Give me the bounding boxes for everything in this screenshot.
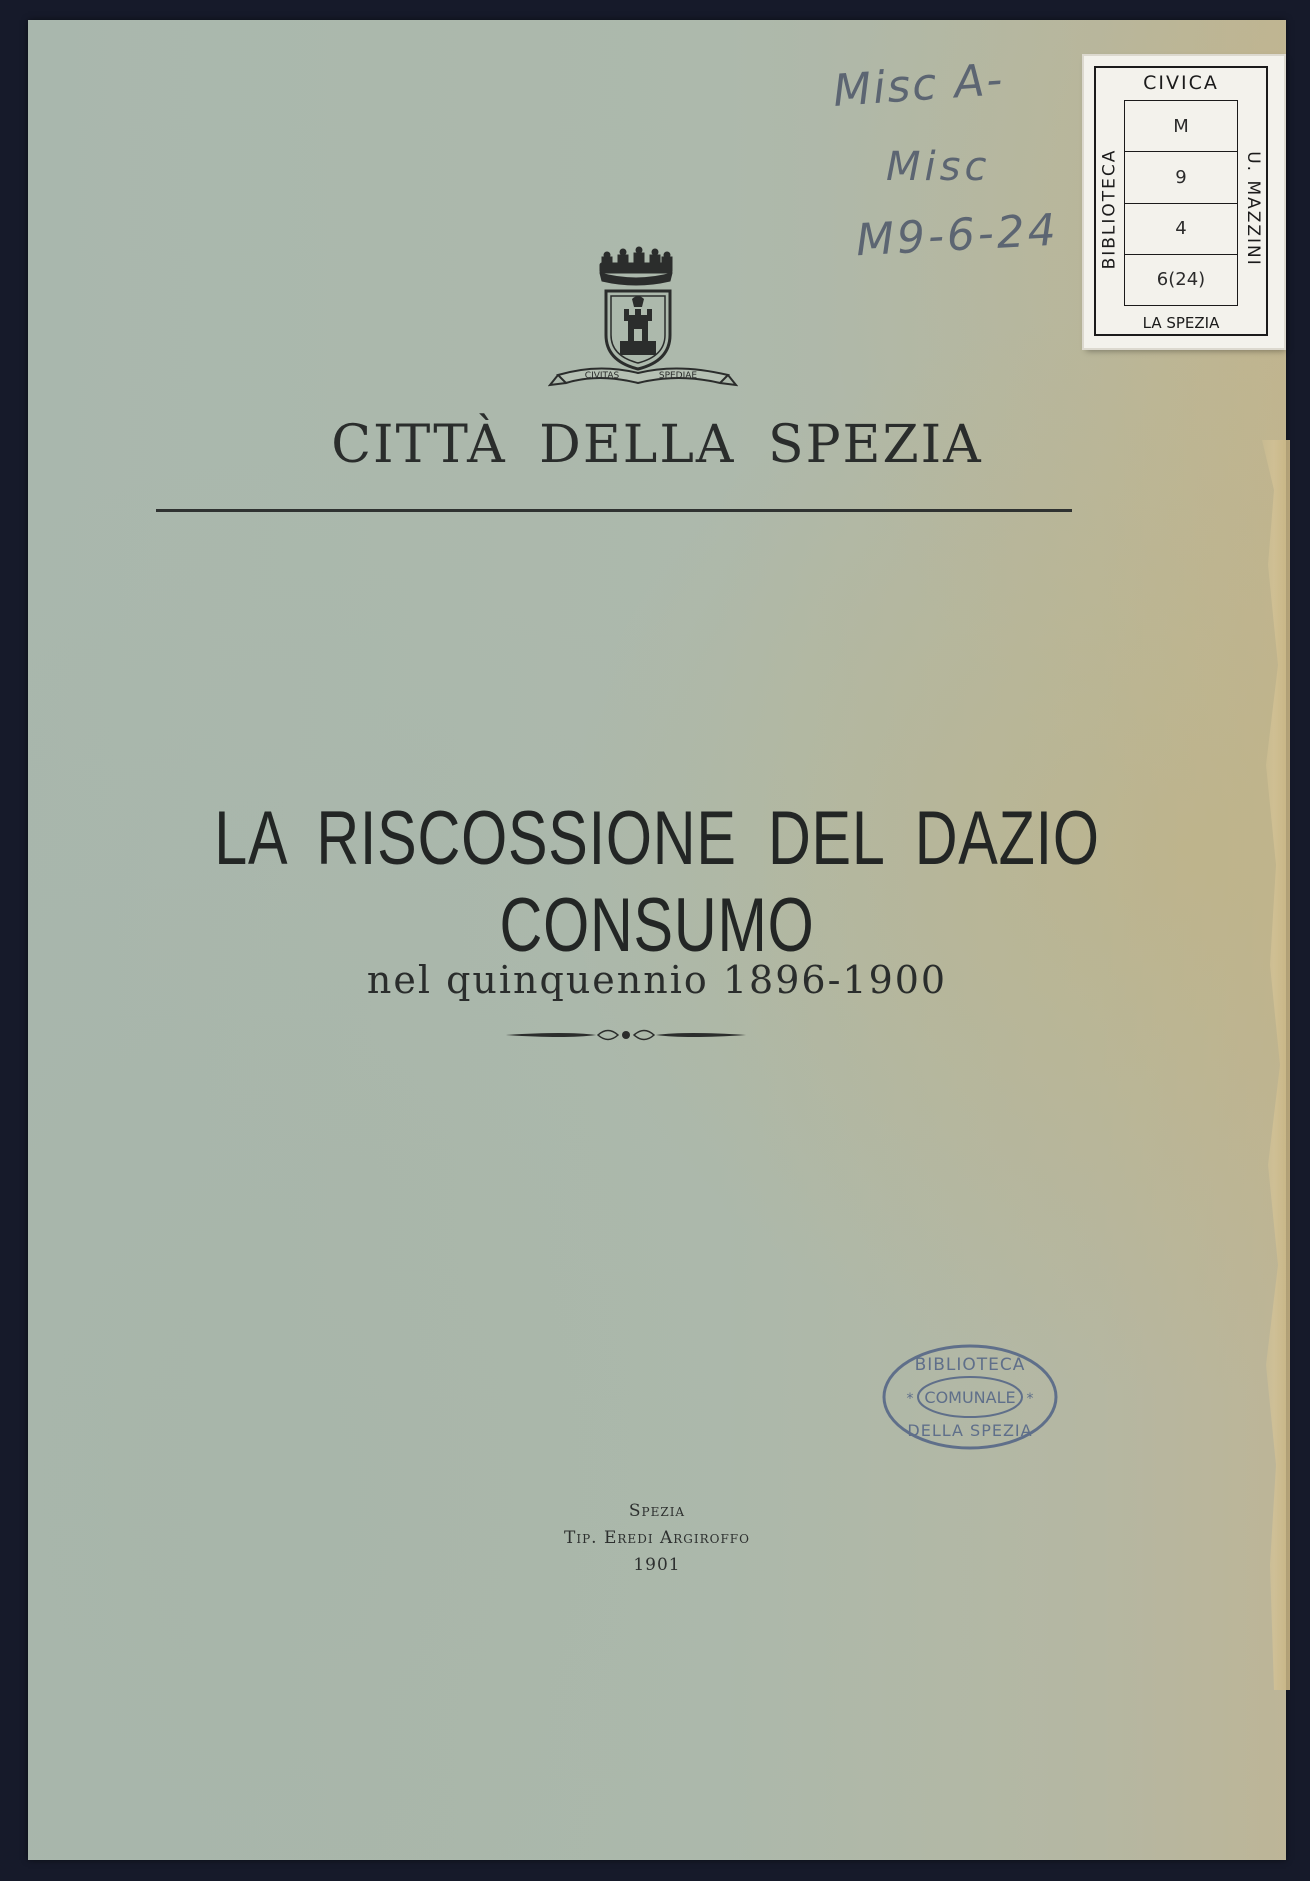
subtitle: nel quinquennio 1896-1900 <box>366 958 948 1002</box>
ribbon-left-text: CIVITAS <box>584 371 620 381</box>
document-cover <box>28 20 1286 1860</box>
main-title: LA RISCOSSIONE DEL DAZIO CONSUMO <box>214 796 1100 968</box>
library-stamp-icon <box>880 1342 1060 1452</box>
library-label-frame <box>1094 66 1268 336</box>
label-cell: 4 <box>1125 204 1237 255</box>
label-cell: 6(24) <box>1156 269 1206 291</box>
handwritten-note-1: Misc A- <box>831 54 1006 117</box>
label-top-text: CIVICA <box>1143 72 1219 94</box>
imprint-year: 1901 <box>633 1555 681 1575</box>
imprint <box>28 1498 1286 1579</box>
title-rule <box>156 509 1072 512</box>
imprint-city: Spezia <box>628 1501 686 1521</box>
label-cell: M <box>1125 101 1237 152</box>
label-right-text: U. MAZZINI <box>1243 151 1263 267</box>
stamp-middle-text: COMUNALE <box>924 1388 1016 1407</box>
svg-text:*: * <box>1026 1391 1034 1407</box>
label-bottom-text: LA SPEZIA <box>1142 314 1220 332</box>
stamp-top-text: BIBLIOTECA <box>914 1355 1026 1375</box>
handwritten-note-2: Misc <box>886 144 991 190</box>
label-left-vertical <box>1094 114 1124 304</box>
ornament-divider-icon <box>506 1024 746 1046</box>
label-right-vertical <box>1238 114 1268 304</box>
handwritten-note-3: M9-6-24 <box>854 204 1060 267</box>
label-cell: 9 <box>1125 152 1237 203</box>
label-left-text: BIBLIOTECA <box>1099 148 1119 270</box>
coat-of-arms-icon <box>548 235 738 395</box>
stamp-bottom-text: DELLA SPEZIA <box>907 1421 1033 1440</box>
label-grid <box>1124 100 1238 306</box>
library-label <box>1084 56 1284 348</box>
imprint-printer: Tip. Eredi Argiroffo <box>564 1528 750 1548</box>
ribbon-right-text: SPEDIAE <box>658 371 698 381</box>
svg-text:*: * <box>906 1391 914 1407</box>
city-title: CITTÀ DELLA SPEZIA <box>331 415 983 475</box>
